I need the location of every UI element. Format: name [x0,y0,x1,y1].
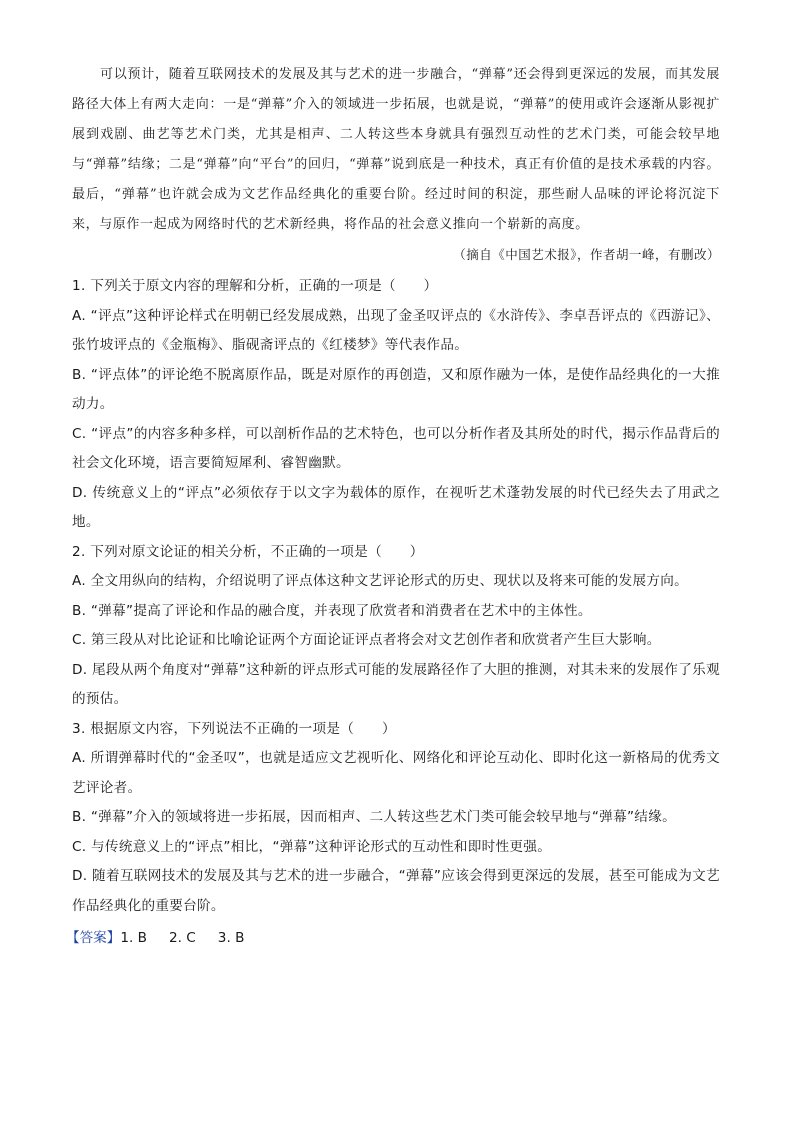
option-d: D. 传统意义上的“评点”必须依存于以文字为载体的原作，在视听艺术蓬勃发展的时代已经失去了用武之地。 [72,484,720,530]
option-b: B. “弹幕”提高了评论和作品的融合度，并表现了欣赏者和消费者在艺术中的主体性。 [72,602,592,619]
passage-source: （摘自《中国艺术报》，作者胡一峰，有删改） [453,247,720,262]
option-a: A. 全文用纵向的结构，介绍说明了评点体这种文艺评论形式的历史、现状以及将来可能的发展方向。 [72,573,689,589]
option-a: A. 所谓弹幕时代的“金圣叹”，也就是适应文艺视听化、网络化和评论互动化、即时化这一新格局的优秀文艺评论者。 [72,750,720,796]
option-d: D. 随着互联网技术的发展及其与艺术的进一步融合，“弹幕”应该会得到更深远的发展，甚至可能成为文艺作品经典化的重要台阶。 [72,868,720,914]
question-3 [72,715,720,922]
answer-line [66,923,720,953]
answer-item: 2. C [169,930,196,946]
option-a: A. “评点”这种评论样式在明朝已经发展成熟，出现了金圣叹评点的《水浒传》、李卓吾评点的《西游记》、张竹坡评点的《金瓶梅》、脂砚斋评点的《红楼梦》等代表作品。 [72,307,720,353]
answer-item: 3. B [217,930,245,946]
answer-item: 1. B [120,930,147,946]
option-b: B. “弹幕”介入的领域将进一步拓展，因而相声、二人转这些艺术门类可能会较早地与“弹幕”结缘。 [72,809,676,825]
question-1 [72,272,720,538]
option-b: B. “评点体”的评论绝不脱离原作品，既是对原作的再创造，又和原作融为一体，是使作品经典化的一大推动力。 [72,366,720,412]
passage-paragraph: 可以预计，随着互联网技术的发展及其与艺术的进一步融合，“弹幕”还会得到更深远的发展，而其发展路径大体上有两大走向：一是“弹幕”介入的领域进一步拓展，也就是说，“弹幕”的使用或许会逐渐从影视扩展到戏剧、曲艺等艺术门类，尤其是相声、二人转这些本身就具有强烈互动性的艺术门类，可能会较早地与“弹幕”结缘；二是“弹幕”向“平台”的回归，“弹幕”说到底是一种技术，真正有价值的是技术承载的内容。最后，“弹幕”也许就会成为文艺作品经典化的重要台阶。经过时间的积淀，那些耐人品味的评论将沉淀下来，与原作一起成为网络时代的艺术新经典，将作品的社会意义推向一个崭新的高度。 [72,67,720,232]
question-2 [72,538,720,715]
option-c: C. 第三段从对比论证和比喻论证两个方面论证评点者将会对文艺创作者和欣赏者产生巨大影响。 [72,632,661,648]
question-stem: 3. 根据原文内容，下列说法不正确的一项是（ ） [72,720,396,737]
option-c: C. “评点”的内容多种多样，可以剖析作品的艺术特色，也可以分析作者及其所处的时代，揭示作品背后的社会文化环境，语言要简短犀利、睿智幽默。 [72,425,720,471]
option-d: D. 尾段从两个角度对“弹幕”这种新的评点形式可能的发展路径作了大胆的推测，对其未来的发展作了乐观的预估。 [72,661,720,707]
document-page [66,60,720,953]
question-stem: 2. 下列对原文论证的相关分析，不正确的一项是（ ） [72,543,424,560]
question-stem: 1. 下列关于原文内容的理解和分析，正确的一项是（ ） [72,278,438,294]
option-c: C. 与传统意义上的“评点”相比，“弹幕”这种评论形式的互动性和即时性更强。 [72,838,552,855]
answer-tag: 【答案】 [66,930,121,946]
